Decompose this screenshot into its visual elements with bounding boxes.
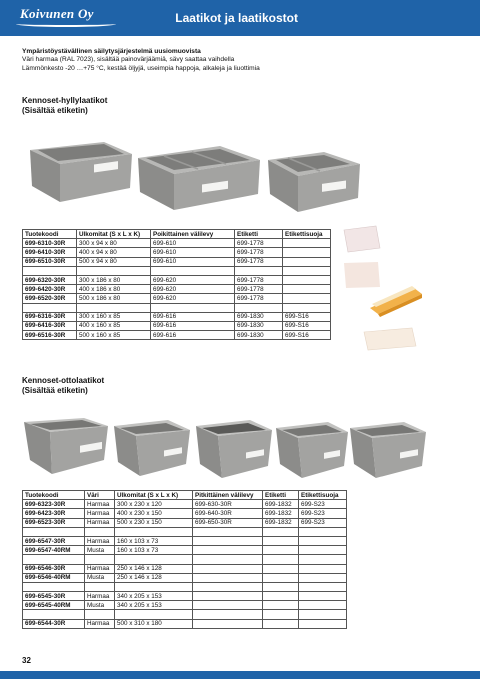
product-code-cell: 699-6523-30R [23,518,85,527]
table-row [23,239,331,248]
table-cell [299,573,347,582]
table-cell [193,619,263,628]
table-cell [85,555,115,564]
picking-bin-2-image [110,418,192,478]
table-row [23,601,347,610]
table-cell [77,266,151,275]
table-cell [263,582,299,591]
table-cell: 300 x 160 x 85 [77,312,151,321]
shelf-bins-header-cell: Etikettisuoja [283,230,331,239]
product-code-cell: 699-6547-40RM [23,546,85,555]
table-cell [263,564,299,573]
section1-title-line2: (Sisältää etiketin) [22,106,88,115]
product-code-cell: 699-6520-30R [23,294,77,303]
table-cell: 699-620 [151,285,235,294]
shelf-bins-header-cell: Ulkomitat (S x L x K) [77,230,151,239]
table-cell [235,266,283,275]
table-cell: Harmaa [85,509,115,518]
table-cell: 699-1830 [235,331,283,340]
table-cell [151,266,235,275]
table-cell [283,239,331,248]
table-row [23,582,347,591]
table-cell [283,303,331,312]
picking-bins-header-cell: Etiketti [263,491,299,500]
picking-bin-3-image [192,418,274,480]
picking-bins-header-cell: Tuotekoodi [23,491,85,500]
product-code-cell: 699-6310-30R [23,239,77,248]
product-code-cell [23,555,85,564]
table-cell [263,546,299,555]
table-cell [263,573,299,582]
table-cell: Harmaa [85,564,115,573]
product-code-cell: 699-6320-30R [23,275,77,284]
table-cell: 699-616 [151,321,235,330]
table-cell: Musta [85,546,115,555]
table-cell [115,527,193,536]
intro-line-3: Lämmönkesto -20 …+75 °C, kestää öljyjä, useimpia happoja, alkaleja ja liuottimia [22,64,260,72]
table-cell [77,303,151,312]
table-cell: 400 x 230 x 150 [115,509,193,518]
table-cell [193,601,263,610]
table-row [23,294,331,303]
page-header [0,0,480,36]
table-cell [193,592,263,601]
table-cell: Harmaa [85,592,115,601]
table-cell: 699-1778 [235,275,283,284]
table-cell [193,610,263,619]
table-row [23,331,331,340]
table-cell [193,564,263,573]
table-cell [263,527,299,536]
table-cell [235,303,283,312]
table-cell: 699-620 [151,275,235,284]
product-code-cell: 699-6423-30R [23,509,85,518]
picking-bin-4-image [272,420,350,480]
table-cell: 699-S23 [299,500,347,509]
shelf-bin-medium-image [134,140,264,212]
table-cell: 340 x 205 x 153 [115,592,193,601]
table-row [23,527,347,536]
intro-line-1: Ympäristöystävällinen säilytysjärjestelmä uusiomuovista [22,48,201,55]
product-code-cell: 699-6546-40RM [23,573,85,582]
picking-bins-table [22,490,347,629]
product-code-cell: 699-6410-30R [23,248,77,257]
table-cell: 699-S16 [283,321,331,330]
table-row [23,546,347,555]
table-cell: 250 x 146 x 128 [115,564,193,573]
footer-bar [0,671,480,679]
table-row [23,509,347,518]
table-row [23,257,331,266]
page-number: 32 [22,656,31,665]
table-cell: 160 x 103 x 73 [115,536,193,545]
label-sample-clear-image [340,224,382,254]
product-code-cell [23,303,77,312]
table-row [23,518,347,527]
table-cell [299,601,347,610]
table-cell: 699-1778 [235,239,283,248]
table-cell: 500 x 230 x 150 [115,518,193,527]
table-cell [299,564,347,573]
table-cell: 699-1832 [263,518,299,527]
table-row [23,610,347,619]
table-cell [283,266,331,275]
table-cell: 699-616 [151,331,235,340]
table-cell: 500 x 186 x 80 [77,294,151,303]
table-cell [263,536,299,545]
table-cell: 500 x 160 x 85 [77,331,151,340]
picking-bins-header-cell: Pitkittäinen välilevy [193,491,263,500]
product-code-cell: 699-6547-30R [23,536,85,545]
product-code-cell [23,610,85,619]
table-cell: 500 x 310 x 180 [115,619,193,628]
table-row [23,303,331,312]
picking-bins-header-cell: Etikettisuoja [299,491,347,500]
table-cell: 699-1778 [235,294,283,303]
product-code-cell: 699-6516-30R [23,331,77,340]
table-cell: 400 x 160 x 85 [77,321,151,330]
product-code-cell [23,266,77,275]
table-cell: 300 x 186 x 80 [77,275,151,284]
table-cell [299,610,347,619]
section2-title-line2: (Sisältää etiketin) [22,386,88,395]
table-row [23,555,347,564]
table-cell: 699-1832 [263,509,299,518]
table-cell [299,527,347,536]
table-row [23,573,347,582]
company-logo [20,6,94,22]
table-cell [193,555,263,564]
table-cell [299,546,347,555]
table-cell: Musta [85,573,115,582]
table-cell [283,257,331,266]
table-cell: 300 x 230 x 120 [115,500,193,509]
intro-line-2: Väri harmaa (RAL 7023), sisältää painovärjäämiä, sävy saattaa vaihdella [22,56,235,64]
table-row [23,266,331,275]
table-cell: 699-1778 [235,285,283,294]
section1-title-line1: Kennoset-hyllylaatikot [22,96,108,105]
shelf-bin-small-image [26,136,136,206]
table-cell: 699-1830 [235,321,283,330]
table-cell [283,285,331,294]
product-code-cell: 699-6323-30R [23,500,85,509]
table-cell: 699-610 [151,248,235,257]
table-cell: 699-630-30R [193,500,263,509]
table-cell [299,582,347,591]
product-code-cell [23,527,85,536]
table-row [23,500,347,509]
table-cell: 250 x 146 x 128 [115,573,193,582]
table-row [23,248,331,257]
shelf-bins-header-cell: Tuotekoodi [23,230,77,239]
product-code-cell: 699-6416-30R [23,321,77,330]
table-cell: 400 x 186 x 80 [77,285,151,294]
table-cell [263,601,299,610]
table-cell: 699-650-30R [193,518,263,527]
label-holder-image [368,286,424,318]
table-cell [263,610,299,619]
shelf-bin-large-image [264,146,364,216]
product-code-cell: 699-6544-30R [23,619,85,628]
product-code-cell: 699-6510-30R [23,257,77,266]
product-code-cell: 699-6420-30R [23,285,77,294]
table-cell: 300 x 94 x 80 [77,239,151,248]
table-cell: 699-640-30R [193,509,263,518]
table-row [23,285,331,294]
section2-title [22,376,104,396]
table-row [23,275,331,284]
table-cell [283,294,331,303]
table-cell [263,555,299,564]
picking-bins-header-cell: Väri [85,491,115,500]
table-cell: Harmaa [85,518,115,527]
table-cell: 699-S23 [299,509,347,518]
table-row [23,619,347,628]
table-cell: 699-610 [151,239,235,248]
table-cell: 699-620 [151,294,235,303]
shelf-bins-header-row [23,230,331,239]
table-cell [85,610,115,619]
product-code-cell: 699-6545-30R [23,592,85,601]
table-row [23,592,347,601]
intro-text [22,48,260,73]
label-cover-image [362,326,418,352]
table-cell: Harmaa [85,536,115,545]
shelf-bins-header-cell: Etiketti [235,230,283,239]
table-cell [85,582,115,591]
table-cell: 160 x 103 x 73 [115,546,193,555]
table-cell [193,536,263,545]
picking-bins-header-row [23,491,347,500]
section2-title-line1: Kennoset-ottolaatikot [22,376,105,385]
table-row [23,321,331,330]
table-cell: 699-616 [151,312,235,321]
page-title: Laatikot ja laatikostot [175,11,298,25]
table-cell: 699-1778 [235,248,283,257]
table-cell [193,546,263,555]
table-cell [299,555,347,564]
table-cell [299,619,347,628]
table-cell: 500 x 94 x 80 [77,257,151,266]
shelf-bins-table [22,229,331,340]
table-cell: 400 x 94 x 80 [77,248,151,257]
logo-swoosh [16,21,116,27]
table-cell [263,592,299,601]
table-cell: 340 x 205 x 153 [115,601,193,610]
table-cell [115,555,193,564]
table-cell: 699-S16 [283,312,331,321]
table-cell [263,619,299,628]
picking-bin-5-image [346,420,428,480]
table-cell [283,275,331,284]
table-cell: Harmaa [85,619,115,628]
table-cell [299,592,347,601]
table-cell: 699-610 [151,257,235,266]
table-cell [283,248,331,257]
table-row [23,536,347,545]
picking-bins-header-cell: Ulkomitat (S x L x K) [115,491,193,500]
table-cell: 699-1830 [235,312,283,321]
logo-text: Koivunen Oy [20,6,94,21]
product-code-cell [23,582,85,591]
table-cell [115,610,193,619]
table-cell [115,582,193,591]
shelf-bins-header-cell: Poikittainen välilevy [151,230,235,239]
table-cell [193,573,263,582]
table-cell: Harmaa [85,500,115,509]
table-cell [193,527,263,536]
table-cell: 699-1832 [263,500,299,509]
table-cell [193,582,263,591]
table-row [23,564,347,573]
table-cell: 699-S16 [283,331,331,340]
product-code-cell: 699-6316-30R [23,312,77,321]
section1-title [22,96,107,116]
table-row [23,312,331,321]
table-cell: Musta [85,601,115,610]
table-cell [299,536,347,545]
table-cell: 699-S23 [299,518,347,527]
table-cell: 699-1778 [235,257,283,266]
product-code-cell: 699-6545-40RM [23,601,85,610]
product-code-cell: 699-6546-30R [23,564,85,573]
table-cell [85,527,115,536]
picking-bin-1-image [22,416,112,476]
table-cell [151,303,235,312]
